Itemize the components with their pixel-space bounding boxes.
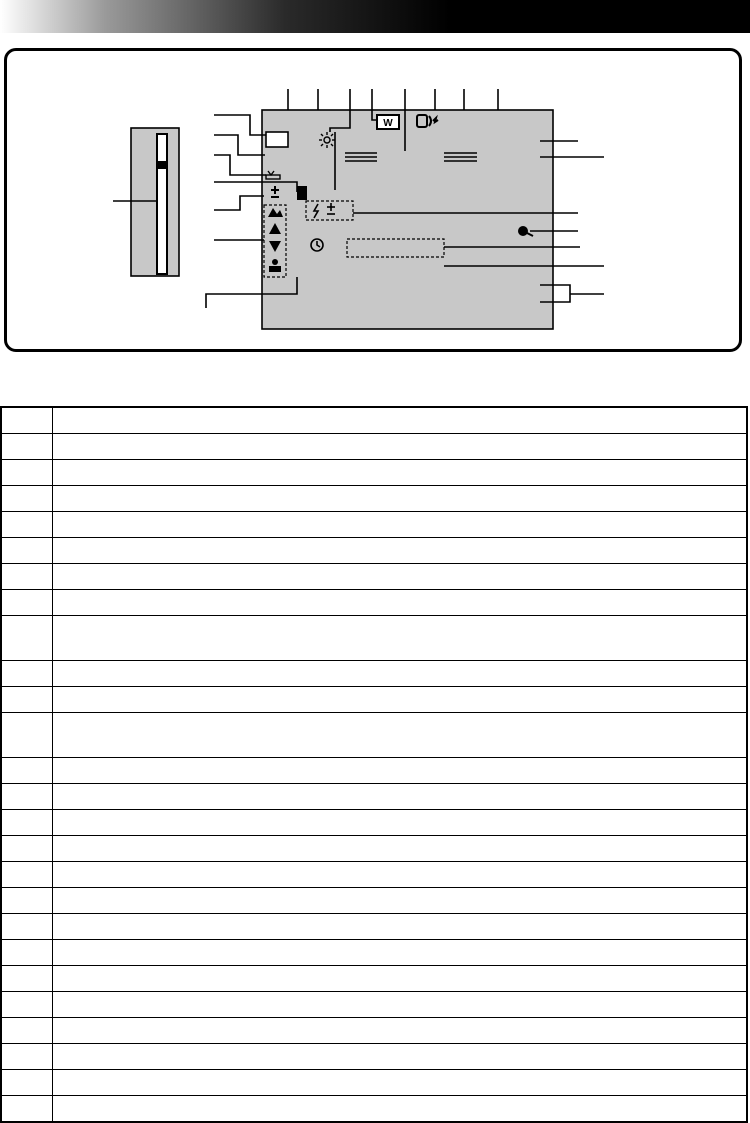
zoom-bar-icon xyxy=(113,128,179,276)
table-row xyxy=(1,713,747,758)
row-description-cell xyxy=(53,940,748,966)
row-number-cell xyxy=(1,784,53,810)
row-description-cell xyxy=(53,616,748,661)
row-description-cell xyxy=(53,512,748,538)
row-description-cell xyxy=(53,992,748,1018)
row-description-cell xyxy=(53,784,748,810)
table-row xyxy=(1,460,747,486)
row-number-cell xyxy=(1,1044,53,1070)
row-number-cell xyxy=(1,687,53,713)
row-description-cell xyxy=(53,460,748,486)
table-row xyxy=(1,434,747,460)
row-description-cell xyxy=(53,1018,748,1044)
row-description-cell xyxy=(53,661,748,687)
row-number-cell xyxy=(1,460,53,486)
table-row xyxy=(1,758,747,784)
row-description-cell xyxy=(53,888,748,914)
row-description-cell xyxy=(53,590,748,616)
row-number-cell xyxy=(1,661,53,687)
table-row xyxy=(1,512,747,538)
black-indicator xyxy=(297,186,307,200)
row-number-cell xyxy=(1,538,53,564)
row-number-cell xyxy=(1,914,53,940)
wide-mode-icon xyxy=(377,115,399,129)
table-row xyxy=(1,862,747,888)
description-table xyxy=(0,406,748,1123)
table-row xyxy=(1,810,747,836)
row-description-cell xyxy=(53,966,748,992)
table-row xyxy=(1,687,747,713)
row-number-cell xyxy=(1,486,53,512)
table-row xyxy=(1,616,747,661)
row-description-cell xyxy=(53,434,748,460)
table-row xyxy=(1,992,747,1018)
row-description-cell xyxy=(53,407,748,434)
table-row xyxy=(1,590,747,616)
table-row xyxy=(1,486,747,512)
table-row xyxy=(1,1044,747,1070)
row-number-cell xyxy=(1,434,53,460)
lcd-display-diagram xyxy=(0,0,750,370)
row-number-cell xyxy=(1,512,53,538)
row-description-cell xyxy=(53,1044,748,1070)
row-number-cell xyxy=(1,1018,53,1044)
row-number-cell xyxy=(1,966,53,992)
table-row xyxy=(1,1070,747,1096)
row-number-cell xyxy=(1,992,53,1018)
table-row xyxy=(1,1096,747,1123)
row-description-cell xyxy=(53,486,748,512)
row-number-cell xyxy=(1,564,53,590)
table-row xyxy=(1,661,747,687)
table-row xyxy=(1,888,747,914)
table-row xyxy=(1,914,747,940)
row-description-cell xyxy=(53,1096,748,1123)
table-row xyxy=(1,1018,747,1044)
row-number-cell xyxy=(1,590,53,616)
row-number-cell xyxy=(1,810,53,836)
row-number-cell xyxy=(1,407,53,434)
table-row xyxy=(1,407,747,434)
mode-box xyxy=(266,132,288,147)
table-row xyxy=(1,940,747,966)
row-number-cell xyxy=(1,758,53,784)
row-number-cell xyxy=(1,713,53,758)
table-row xyxy=(1,966,747,992)
row-description-cell xyxy=(53,862,748,888)
row-number-cell xyxy=(1,836,53,862)
table-row xyxy=(1,836,747,862)
row-number-cell xyxy=(1,888,53,914)
row-description-cell xyxy=(53,538,748,564)
lcd-screen xyxy=(262,110,553,329)
row-description-cell xyxy=(53,914,748,940)
row-number-cell xyxy=(1,940,53,966)
row-description-cell xyxy=(53,687,748,713)
row-number-cell xyxy=(1,862,53,888)
row-description-cell xyxy=(53,564,748,590)
row-number-cell xyxy=(1,616,53,661)
row-description-cell xyxy=(53,810,748,836)
row-number-cell xyxy=(1,1070,53,1096)
table-row xyxy=(1,564,747,590)
row-number-cell xyxy=(1,1096,53,1123)
row-description-cell xyxy=(53,758,748,784)
svg-text:W: W xyxy=(383,118,393,129)
row-description-cell xyxy=(53,836,748,862)
table-row xyxy=(1,538,747,564)
row-description-cell xyxy=(53,1070,748,1096)
table-row xyxy=(1,784,747,810)
row-description-cell xyxy=(53,713,748,758)
